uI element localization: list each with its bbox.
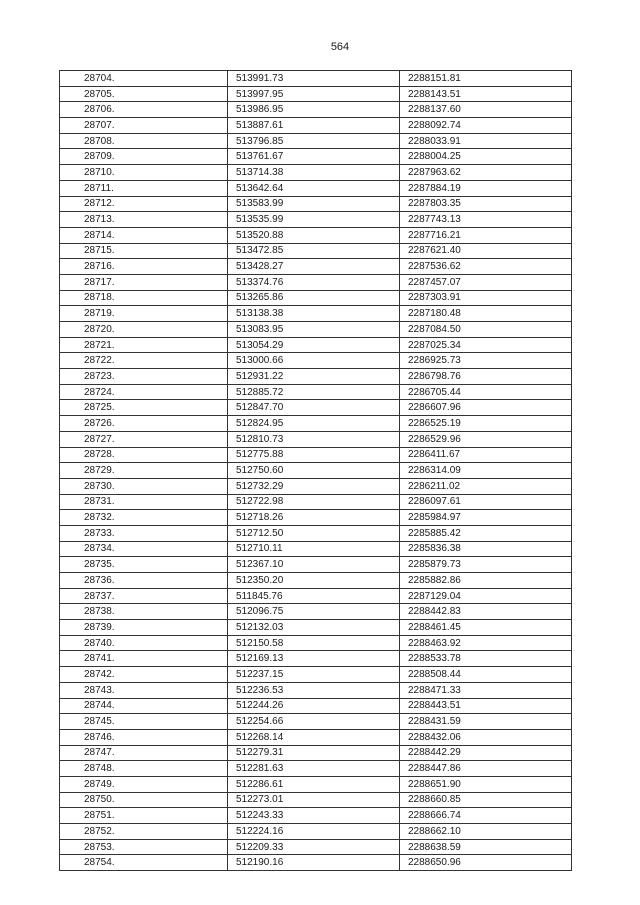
point-id-cell: 28732.: [60, 510, 228, 526]
x-coordinate-cell: 512150.58: [228, 635, 400, 651]
y-coordinate-cell: 2285885.42: [400, 525, 572, 541]
table-row: [60, 290, 572, 306]
point-id-cell: 28715.: [60, 243, 228, 259]
point-id-cell: 28747.: [60, 745, 228, 761]
y-coordinate-cell: 2287457.07: [400, 274, 572, 290]
point-id-cell: 28707.: [60, 118, 228, 134]
x-coordinate-cell: 512350.20: [228, 573, 400, 589]
point-id-cell: 28721.: [60, 337, 228, 353]
point-id-cell: 28730.: [60, 478, 228, 494]
table-row: [60, 227, 572, 243]
point-id-cell: 28749.: [60, 776, 228, 792]
y-coordinate-cell: 2287884.19: [400, 180, 572, 196]
x-coordinate-cell: 512243.33: [228, 808, 400, 824]
x-coordinate-cell: 512810.73: [228, 431, 400, 447]
table-row: [60, 792, 572, 808]
x-coordinate-cell: 513520.88: [228, 227, 400, 243]
point-id-cell: 28744.: [60, 698, 228, 714]
y-coordinate-cell: 2288662.10: [400, 824, 572, 840]
y-coordinate-cell: 2287716.21: [400, 227, 572, 243]
y-coordinate-cell: 2287180.48: [400, 306, 572, 322]
point-id-cell: 28717.: [60, 274, 228, 290]
coordinates-table: [59, 70, 572, 871]
table-row: [60, 839, 572, 855]
x-coordinate-cell: 512273.01: [228, 792, 400, 808]
table-row: [60, 400, 572, 416]
table-row: [60, 149, 572, 165]
table-row: [60, 259, 572, 275]
table-row: [60, 573, 572, 589]
table-row: [60, 306, 572, 322]
x-coordinate-cell: 512254.66: [228, 714, 400, 730]
page-number: 564: [330, 41, 350, 53]
y-coordinate-cell: 2288033.91: [400, 133, 572, 149]
x-coordinate-cell: 513714.38: [228, 165, 400, 181]
point-id-cell: 28706.: [60, 102, 228, 118]
y-coordinate-cell: 2288638.59: [400, 839, 572, 855]
x-coordinate-cell: 512279.31: [228, 745, 400, 761]
y-coordinate-cell: 2288432.06: [400, 729, 572, 745]
x-coordinate-cell: 512096.75: [228, 604, 400, 620]
y-coordinate-cell: 2287129.04: [400, 588, 572, 604]
point-id-cell: 28738.: [60, 604, 228, 620]
table-row: [60, 369, 572, 385]
point-id-cell: 28709.: [60, 149, 228, 165]
point-id-cell: 28737.: [60, 588, 228, 604]
point-id-cell: 28728.: [60, 447, 228, 463]
point-id-cell: 28753.: [60, 839, 228, 855]
table-row: [60, 118, 572, 134]
x-coordinate-cell: 513887.61: [228, 118, 400, 134]
table-row: [60, 337, 572, 353]
table-row: [60, 588, 572, 604]
x-coordinate-cell: 513083.95: [228, 322, 400, 338]
x-coordinate-cell: 512190.16: [228, 855, 400, 871]
point-id-cell: 28720.: [60, 322, 228, 338]
table-row: [60, 604, 572, 620]
x-coordinate-cell: 512236.53: [228, 682, 400, 698]
y-coordinate-cell: 2285984.97: [400, 510, 572, 526]
x-coordinate-cell: 511845.76: [228, 588, 400, 604]
x-coordinate-cell: 512931.22: [228, 369, 400, 385]
x-coordinate-cell: 513472.85: [228, 243, 400, 259]
y-coordinate-cell: 2288666.74: [400, 808, 572, 824]
point-id-cell: 28733.: [60, 525, 228, 541]
y-coordinate-cell: 2287084.50: [400, 322, 572, 338]
x-coordinate-cell: 513000.66: [228, 353, 400, 369]
table-row: [60, 431, 572, 447]
y-coordinate-cell: 2287963.62: [400, 165, 572, 181]
x-coordinate-cell: 512268.14: [228, 729, 400, 745]
point-id-cell: 28745.: [60, 714, 228, 730]
x-coordinate-cell: 512885.72: [228, 384, 400, 400]
x-coordinate-cell: 512237.15: [228, 667, 400, 683]
point-id-cell: 28704.: [60, 71, 228, 87]
y-coordinate-cell: 2286925.73: [400, 353, 572, 369]
x-coordinate-cell: 512224.16: [228, 824, 400, 840]
point-id-cell: 28716.: [60, 259, 228, 275]
point-id-cell: 28726.: [60, 416, 228, 432]
table-row: [60, 745, 572, 761]
y-coordinate-cell: 2288463.92: [400, 635, 572, 651]
y-coordinate-cell: 2285882.86: [400, 573, 572, 589]
table-row: [60, 353, 572, 369]
table-row: [60, 667, 572, 683]
point-id-cell: 28736.: [60, 573, 228, 589]
point-id-cell: 28729.: [60, 463, 228, 479]
table-row: [60, 557, 572, 573]
point-id-cell: 28734.: [60, 541, 228, 557]
y-coordinate-cell: 2286314.09: [400, 463, 572, 479]
x-coordinate-cell: 512847.70: [228, 400, 400, 416]
x-coordinate-cell: 512169.13: [228, 651, 400, 667]
x-coordinate-cell: 513986.95: [228, 102, 400, 118]
y-coordinate-cell: 2286525.19: [400, 416, 572, 432]
point-id-cell: 28718.: [60, 290, 228, 306]
y-coordinate-cell: 2286529.96: [400, 431, 572, 447]
x-coordinate-cell: 513054.29: [228, 337, 400, 353]
y-coordinate-cell: 2288471.33: [400, 682, 572, 698]
x-coordinate-cell: 513991.73: [228, 71, 400, 87]
table-row: [60, 510, 572, 526]
y-coordinate-cell: 2288533.78: [400, 651, 572, 667]
y-coordinate-cell: 2285879.73: [400, 557, 572, 573]
table-row: [60, 714, 572, 730]
x-coordinate-cell: 512750.60: [228, 463, 400, 479]
table-row: [60, 651, 572, 667]
x-coordinate-cell: 512244.26: [228, 698, 400, 714]
table-row: [60, 620, 572, 636]
x-coordinate-cell: 512824.95: [228, 416, 400, 432]
y-coordinate-cell: 2286097.61: [400, 494, 572, 510]
y-coordinate-cell: 2287303.91: [400, 290, 572, 306]
table-row: [60, 133, 572, 149]
x-coordinate-cell: 513997.95: [228, 86, 400, 102]
table-row: [60, 447, 572, 463]
x-coordinate-cell: 512775.88: [228, 447, 400, 463]
point-id-cell: 28739.: [60, 620, 228, 636]
table-row: [60, 86, 572, 102]
point-id-cell: 28705.: [60, 86, 228, 102]
y-coordinate-cell: 2288660.85: [400, 792, 572, 808]
table-row: [60, 212, 572, 228]
y-coordinate-cell: 2288443.51: [400, 698, 572, 714]
table-row: [60, 71, 572, 87]
x-coordinate-cell: 512712.50: [228, 525, 400, 541]
point-id-cell: 28740.: [60, 635, 228, 651]
y-coordinate-cell: 2287025.34: [400, 337, 572, 353]
y-coordinate-cell: 2288431.59: [400, 714, 572, 730]
x-coordinate-cell: 513374.76: [228, 274, 400, 290]
point-id-cell: 28750.: [60, 792, 228, 808]
table-row: [60, 322, 572, 338]
y-coordinate-cell: 2287803.35: [400, 196, 572, 212]
point-id-cell: 28723.: [60, 369, 228, 385]
x-coordinate-cell: 513796.85: [228, 133, 400, 149]
y-coordinate-cell: 2288650.96: [400, 855, 572, 871]
x-coordinate-cell: 512710.11: [228, 541, 400, 557]
point-id-cell: 28713.: [60, 212, 228, 228]
y-coordinate-cell: 2288143.51: [400, 86, 572, 102]
point-id-cell: 28751.: [60, 808, 228, 824]
x-coordinate-cell: 512281.63: [228, 761, 400, 777]
x-coordinate-cell: 513642.64: [228, 180, 400, 196]
y-coordinate-cell: 2286211.02: [400, 478, 572, 494]
x-coordinate-cell: 513138.38: [228, 306, 400, 322]
point-id-cell: 28710.: [60, 165, 228, 181]
y-coordinate-cell: 2287621.40: [400, 243, 572, 259]
table-row: [60, 196, 572, 212]
point-id-cell: 28731.: [60, 494, 228, 510]
y-coordinate-cell: 2287743.13: [400, 212, 572, 228]
y-coordinate-cell: 2288508.44: [400, 667, 572, 683]
point-id-cell: 28727.: [60, 431, 228, 447]
table-row: [60, 824, 572, 840]
coordinates-table-body: [60, 71, 572, 871]
point-id-cell: 28748.: [60, 761, 228, 777]
x-coordinate-cell: 513761.67: [228, 149, 400, 165]
x-coordinate-cell: 512209.33: [228, 839, 400, 855]
point-id-cell: 28714.: [60, 227, 228, 243]
table-row: [60, 855, 572, 871]
table-row: [60, 808, 572, 824]
x-coordinate-cell: 512286.61: [228, 776, 400, 792]
x-coordinate-cell: 512732.29: [228, 478, 400, 494]
point-id-cell: 28735.: [60, 557, 228, 573]
y-coordinate-cell: 2288461.45: [400, 620, 572, 636]
point-id-cell: 28752.: [60, 824, 228, 840]
table-row: [60, 180, 572, 196]
x-coordinate-cell: 513535.99: [228, 212, 400, 228]
point-id-cell: 28741.: [60, 651, 228, 667]
table-row: [60, 635, 572, 651]
table-row: [60, 416, 572, 432]
table-row: [60, 478, 572, 494]
y-coordinate-cell: 2288447.86: [400, 761, 572, 777]
table-row: [60, 463, 572, 479]
x-coordinate-cell: 513583.99: [228, 196, 400, 212]
y-coordinate-cell: 2286705.44: [400, 384, 572, 400]
point-id-cell: 28746.: [60, 729, 228, 745]
point-id-cell: 28722.: [60, 353, 228, 369]
table-row: [60, 698, 572, 714]
y-coordinate-cell: 2288442.83: [400, 604, 572, 620]
x-coordinate-cell: 513428.27: [228, 259, 400, 275]
point-id-cell: 28708.: [60, 133, 228, 149]
x-coordinate-cell: 512718.26: [228, 510, 400, 526]
point-id-cell: 28724.: [60, 384, 228, 400]
y-coordinate-cell: 2288442.29: [400, 745, 572, 761]
table-row: [60, 682, 572, 698]
table-row: [60, 525, 572, 541]
y-coordinate-cell: 2288137.60: [400, 102, 572, 118]
x-coordinate-cell: 512132.03: [228, 620, 400, 636]
y-coordinate-cell: 2288092.74: [400, 118, 572, 134]
table-row: [60, 776, 572, 792]
point-id-cell: 28742.: [60, 667, 228, 683]
table-row: [60, 384, 572, 400]
table-row: [60, 541, 572, 557]
x-coordinate-cell: 512722.98: [228, 494, 400, 510]
point-id-cell: 28743.: [60, 682, 228, 698]
point-id-cell: 28719.: [60, 306, 228, 322]
table-row: [60, 102, 572, 118]
x-coordinate-cell: 512367.10: [228, 557, 400, 573]
y-coordinate-cell: 2287536.62: [400, 259, 572, 275]
table-row: [60, 165, 572, 181]
point-id-cell: 28754.: [60, 855, 228, 871]
table-row: [60, 274, 572, 290]
table-row: [60, 494, 572, 510]
y-coordinate-cell: 2286607.96: [400, 400, 572, 416]
y-coordinate-cell: 2288651.90: [400, 776, 572, 792]
table-row: [60, 761, 572, 777]
table-row: [60, 729, 572, 745]
y-coordinate-cell: 2288151.81: [400, 71, 572, 87]
point-id-cell: 28712.: [60, 196, 228, 212]
table-row: [60, 243, 572, 259]
point-id-cell: 28711.: [60, 180, 228, 196]
x-coordinate-cell: 513265.86: [228, 290, 400, 306]
y-coordinate-cell: 2285836.38: [400, 541, 572, 557]
y-coordinate-cell: 2288004.25: [400, 149, 572, 165]
y-coordinate-cell: 2286798.76: [400, 369, 572, 385]
point-id-cell: 28725.: [60, 400, 228, 416]
y-coordinate-cell: 2286411.67: [400, 447, 572, 463]
